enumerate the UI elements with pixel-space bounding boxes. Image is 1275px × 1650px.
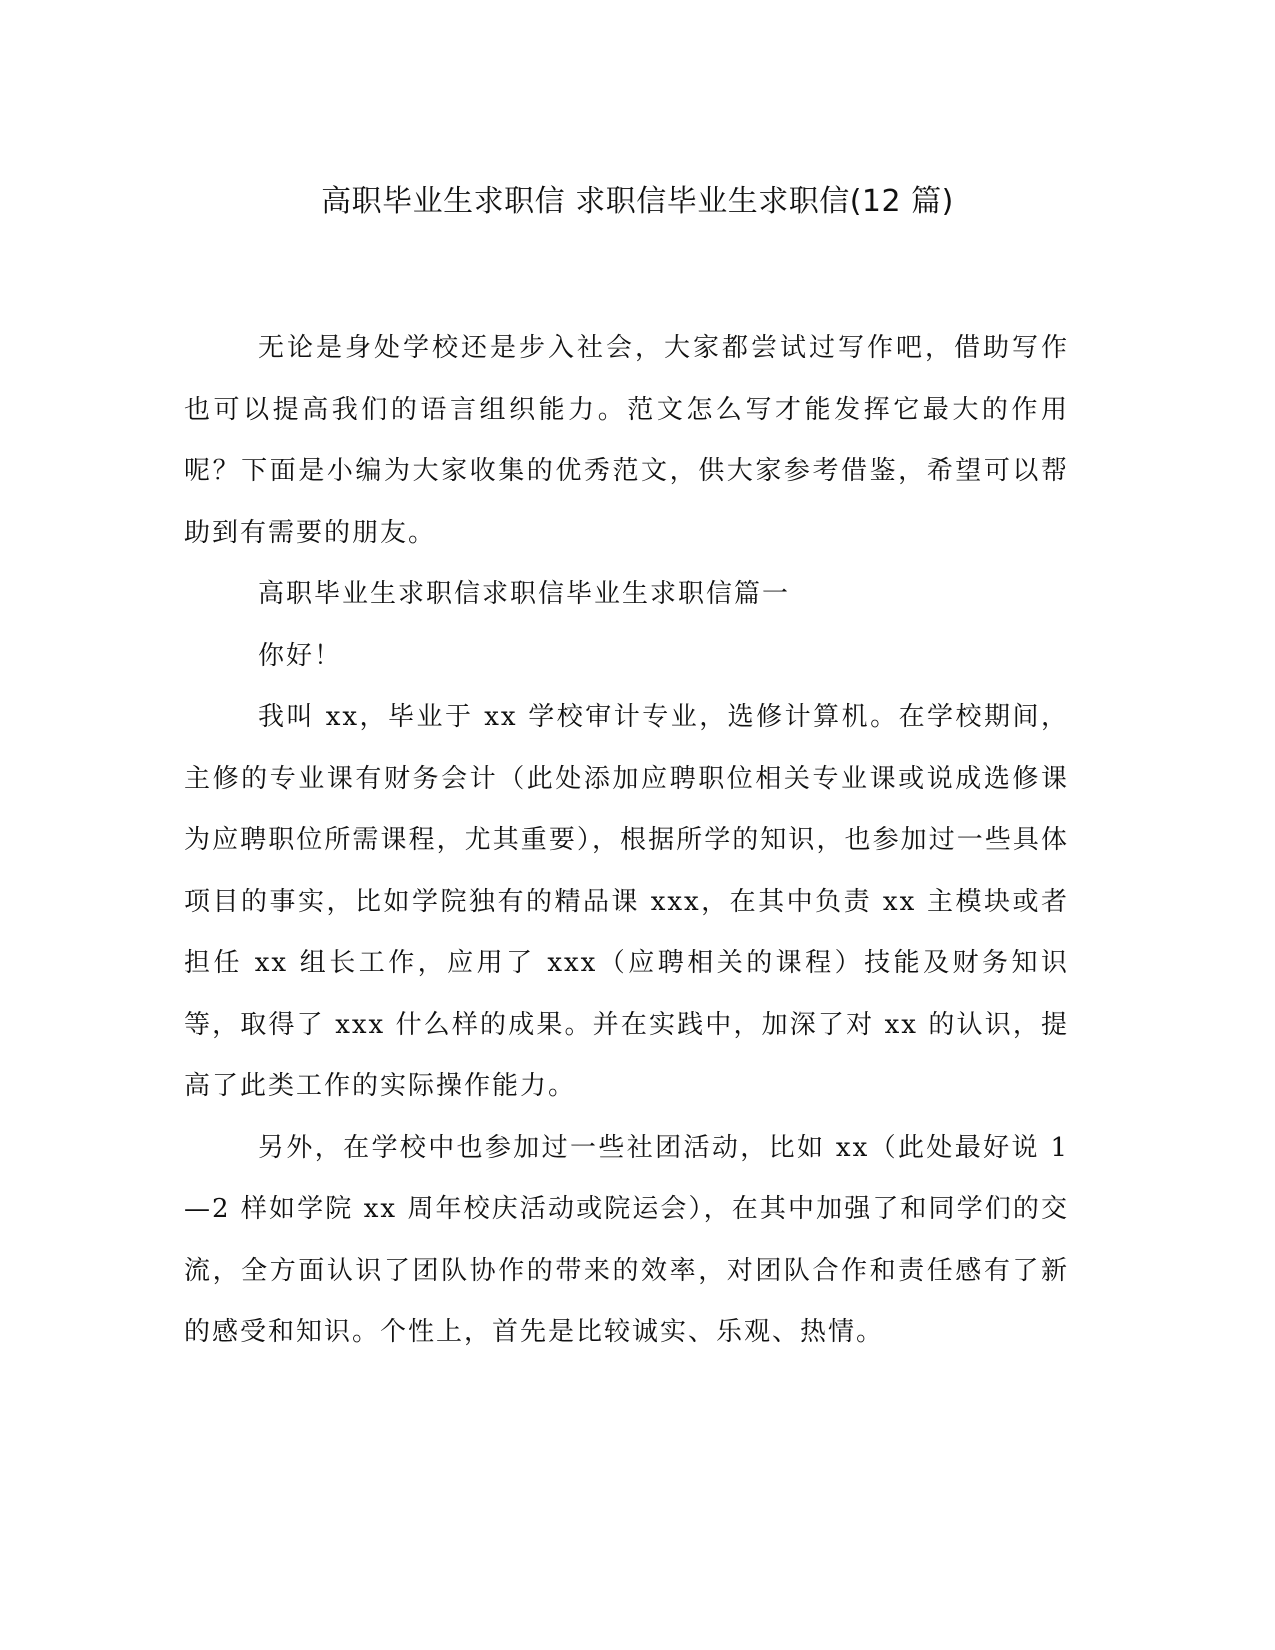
document-title: 高职毕业生求职信 求职信毕业生求职信(12 篇): [321, 184, 954, 219]
section-heading: 高职毕业生求职信求职信毕业生求职信篇一: [258, 579, 791, 609]
body-paragraph: 我叫 xx，毕业于 xx 学校审计专业，选修计算机。在学校期间，主修的专业课有财务会计（此处添加应聘职位相关专业课或说成选修课为应聘职位所需课程，尤其重要），根据所学的知识，也参加过一些具体项目的事实，比如学院独有的精品课 xxx，在其中负责 xx 主模块或者担任 xx 组长工作，应用了 xxx（应聘相关的课程）技能及财务知识等，取得了 xxx 什么样的成果。并在实践中，加深了对 xx 的认识，提高了此类工作的实际操作能力。: [184, 702, 1069, 1101]
intro-paragraph: 无论是身处学校还是步入社会，大家都尝试过写作吧，借助写作也可以提高我们的语言组织能力。范文怎么写才能发挥它最大的作用呢？下面是小编为大家收集的优秀范文，供大家参考借鉴，希望可以帮助到有需要的朋友。: [184, 333, 1069, 548]
document-body: [184, 318, 1069, 1364]
greeting: 你好！: [258, 640, 343, 671]
body-paragraph: 另外，在学校中也参加过一些社团活动，比如 xx（此处最好说 1—2 样如学院 xx 周年校庆活动或院运会），在其中加强了和同学们的交流，全方面认识了团队协作的带来的效率，对团队合作和责任感有了新的感受和知识。个性上，首先是比较诚实、乐观、热情。: [184, 1132, 1069, 1347]
